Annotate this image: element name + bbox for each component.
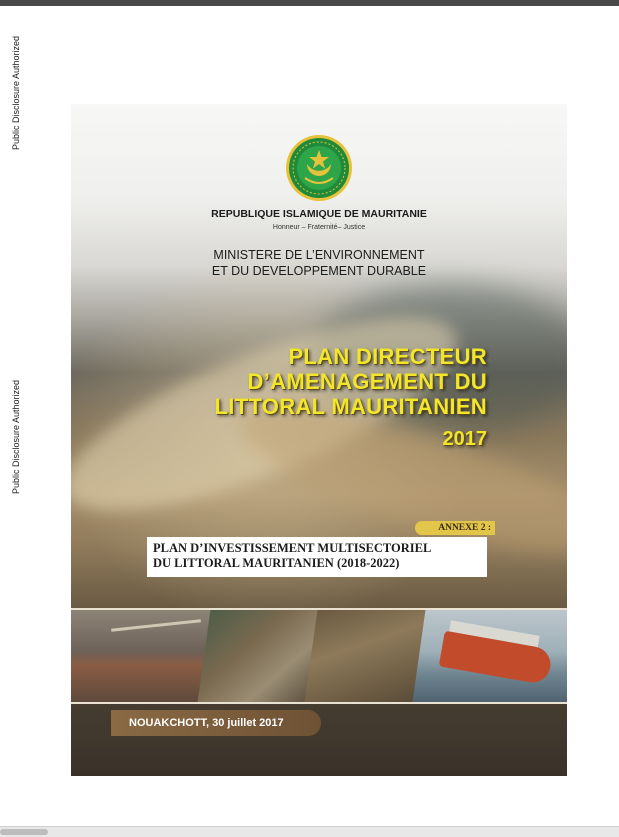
plan-title-line-2: D’AMENAGEMENT DU <box>247 369 487 394</box>
republic-title: REPUBLIQUE ISLAMIQUE DE MAURITANIE <box>211 208 427 220</box>
plan-title-line-1: PLAN DIRECTEUR <box>288 344 487 369</box>
ministry-line-2: ET DU DEVELOPPEMENT DURABLE <box>211 264 427 278</box>
ministry-name <box>71 247 567 279</box>
disclosure-label-middle <box>10 362 22 512</box>
photo-coastal-town <box>305 610 428 702</box>
investment-line-1: PLAN D’INVESTISSEMENT MULTISECTORIEL <box>153 541 432 555</box>
investment-line-2: DU LITTORAL MAURITANIEN (2018-2022) <box>153 556 400 570</box>
horizontal-scrollbar[interactable] <box>0 826 619 837</box>
disclosure-text: Public Disclosure Authorized <box>11 35 21 151</box>
viewer-top-bar <box>0 0 619 6</box>
plan-title-line-3: LITTORAL MAURITANIEN <box>214 394 487 419</box>
ministry-line-1: MINISTERE DE L’ENVIRONNEMENT <box>213 248 425 262</box>
plan-year: 2017 <box>442 428 487 450</box>
scrollbar-thumb[interactable] <box>0 829 48 835</box>
photo-port <box>71 610 217 702</box>
national-emblem-icon <box>285 134 353 202</box>
disclosure-text: Public Disclosure Authorized <box>11 379 21 495</box>
place-date-banner: NOUAKCHOTT, 30 juillet 2017 <box>111 710 321 736</box>
plan-title <box>215 344 487 419</box>
annexe-badge: ANNEXE 2 : <box>415 521 495 535</box>
photo-strip <box>71 608 567 704</box>
document-cover <box>71 104 567 776</box>
national-motto: Honneur – Fraternité– Justice <box>272 224 366 231</box>
investment-plan-title <box>147 537 487 577</box>
disclosure-label-top <box>10 18 22 168</box>
photo-fishing-boats <box>198 610 321 702</box>
